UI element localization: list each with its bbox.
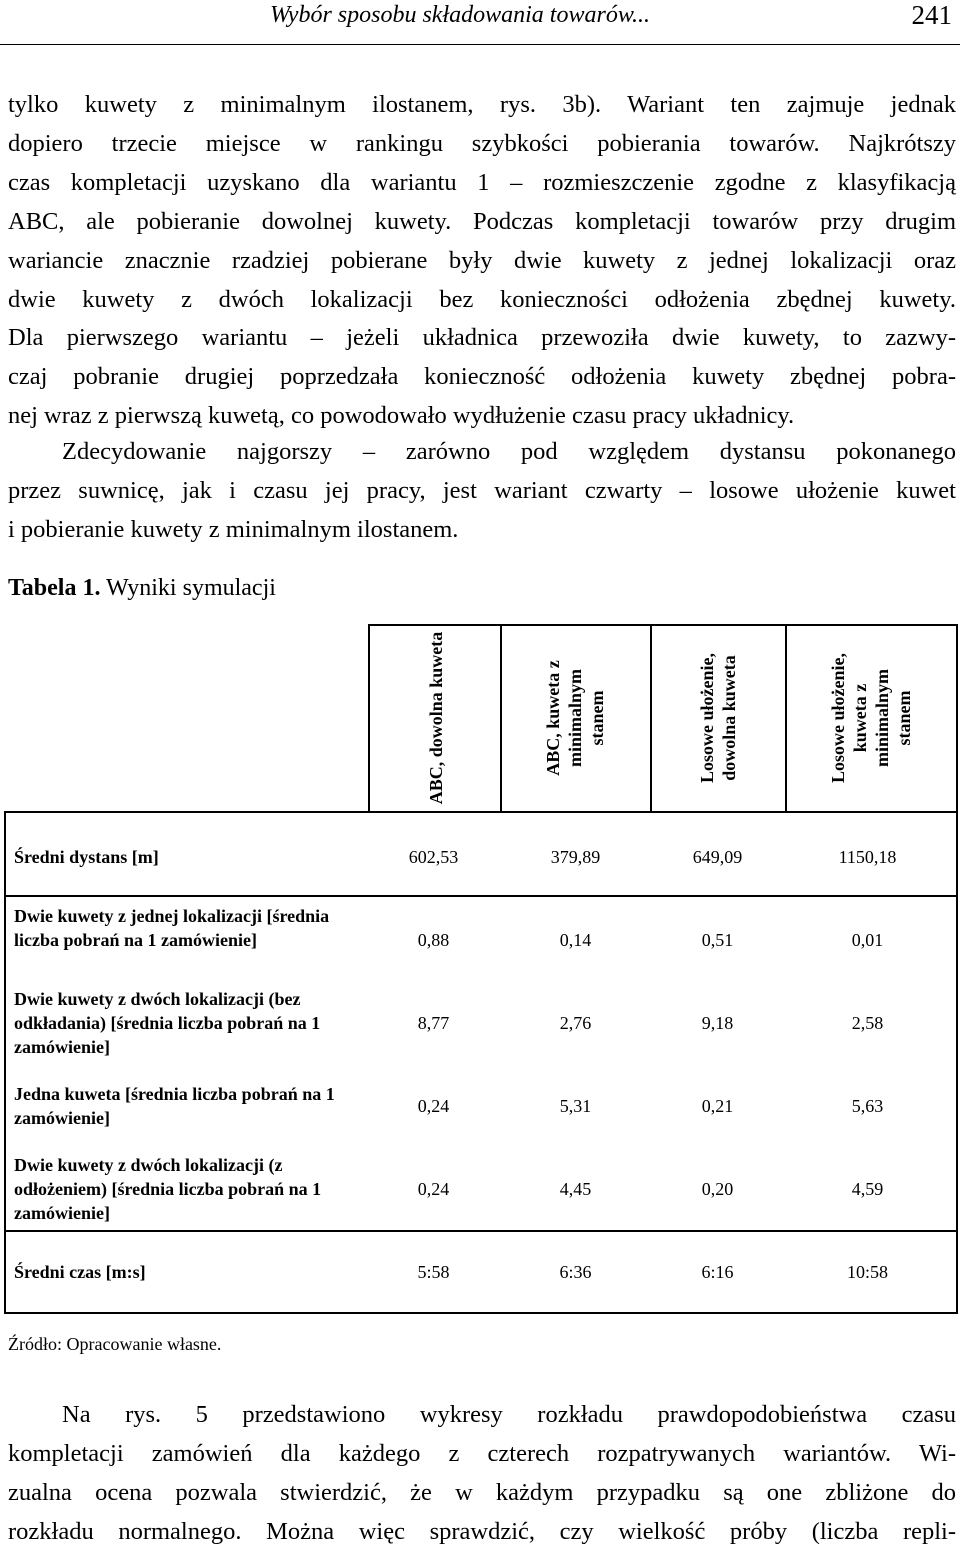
text-line: czas kompletacji uzyskano dla wariantu 1 – rozmieszczenie zgodne z klasyfikacją xyxy=(8,168,956,196)
table-cell: 6:36 xyxy=(559,1262,592,1282)
paragraph-3 xyxy=(8,1396,956,1552)
table-cell: 0,21 xyxy=(701,1096,734,1116)
column-header xyxy=(500,625,650,810)
table-source: Źródło: Opracowanie własne. xyxy=(8,1334,222,1354)
table-cell: 1150,18 xyxy=(838,847,897,867)
column-header xyxy=(650,625,785,810)
table-caption-label: Tabela 1. xyxy=(8,575,101,601)
table-cell: 8,77 xyxy=(417,1013,450,1033)
column-header-label: ABC, dowolna kuweta xyxy=(425,631,446,804)
column-header xyxy=(785,625,956,810)
row-label: Jedna kuweta [średnia liczba pobrań na 1 zamówienie] xyxy=(14,1084,335,1128)
table-cell: 0,20 xyxy=(701,1179,734,1199)
row-label: Średni czas [m:s] xyxy=(14,1262,146,1282)
table-cell: 649,09 xyxy=(692,847,743,867)
table-rule xyxy=(4,811,957,813)
text-line: dopiero trzecie miejsce w rankingu szybkości pobierania towarów. Najkrótszy xyxy=(8,129,956,157)
table-rule xyxy=(4,811,6,1314)
row-label: Dwie kuwety z jednej lokalizacji [średnia liczba pobrań na 1 zamówienie] xyxy=(14,906,330,950)
table-cell: 10:58 xyxy=(846,1262,888,1282)
table-rule xyxy=(368,624,957,626)
text-line: ABC, ale pobieranie dowolnej kuwety. Podczas kompletacji towarów przy drugim xyxy=(8,207,956,235)
paragraph-1 xyxy=(8,86,956,436)
table-cell: 5,63 xyxy=(851,1096,884,1116)
table-cell: 0,88 xyxy=(417,930,450,950)
table-cell: 5,31 xyxy=(559,1096,592,1116)
text-line: Na rys. 5 przedstawiono wykresy rozkładu prawdopodobieństwa czasu xyxy=(62,1401,956,1428)
text-line: i pobieranie kuwety z minimalnym ilostanem. xyxy=(8,515,459,543)
table-rule xyxy=(785,624,787,812)
text-line: czaj pobranie drugiej poprzedzała konieczność odłożenia kuwety zbędnej pobra- xyxy=(8,363,956,391)
table-cell: 0,24 xyxy=(417,1096,450,1116)
table-cell: 0,51 xyxy=(701,930,734,950)
table-cell: 379,89 xyxy=(550,847,601,867)
table-cell: 0,14 xyxy=(559,930,592,950)
table-cell: 0,01 xyxy=(851,930,884,950)
table-cell: 5:58 xyxy=(417,1262,450,1282)
table-cell: 0,24 xyxy=(417,1179,450,1199)
table-rule xyxy=(4,1230,957,1232)
text-line: przez suwnicę, jak i czasu jej pracy, jest wariant czwarty – losowe ułożenie kuwet xyxy=(8,476,956,504)
table-rule xyxy=(4,1312,957,1314)
table-cell: 6:16 xyxy=(701,1262,734,1282)
row-label: Dwie kuwety z dwóch lokalizacji (bez odkładania) [średnia liczba pobrań na 1 zamówienie] xyxy=(14,989,321,1057)
table-cell: 4,59 xyxy=(851,1179,884,1199)
table-cell: 9,18 xyxy=(701,1013,734,1033)
column-header-label: ABC, kuweta z minimalnym stanem xyxy=(543,659,607,776)
paragraph-2 xyxy=(8,433,956,550)
row-label: Średni dystans [m] xyxy=(14,847,159,867)
text-line: rozkładu normalnego. Można więc sprawdzić, czy wielkość próby (liczba repli- xyxy=(8,1517,956,1545)
table-rule xyxy=(368,624,370,812)
table-caption-text: Wyniki symulacji xyxy=(100,575,276,601)
table-cell: 2,76 xyxy=(559,1013,592,1033)
table-cell: 2,58 xyxy=(851,1013,884,1033)
running-header xyxy=(0,0,960,45)
text-line: kompletacji zamówień dla każdego z czterech rozpatrywanych wariantów. Wi- xyxy=(8,1439,956,1467)
text-line: wariancie znacznie rzadziej pobierane były dwie kuwety z jednej lokalizacji oraz xyxy=(8,246,956,274)
table-rule xyxy=(500,624,502,812)
text-line: Dla pierwszego wariantu – jeżeli układnica przewoziła dwie kuwety, to zazwy- xyxy=(8,324,956,352)
column-header-label: Losowe ułożenie, kuweta z minimalnym stanem xyxy=(827,652,914,783)
text-line: dwie kuwety z dwóch lokalizacji bez konieczności odłożenia zbędnej kuwety. xyxy=(8,285,956,313)
table-rule xyxy=(650,624,652,812)
column-header-label: Losowe ułożenie, dowolna kuweta xyxy=(696,652,739,783)
text-line: zualna ocena pozwala stwierdzić, że w każdym przypadku są one zbliżone do xyxy=(8,1478,956,1506)
column-header xyxy=(368,625,503,810)
page-number: 241 xyxy=(911,0,952,30)
text-line: nej wraz z pierwszą kuwetą, co powodowało wydłużenie czasu pracy układnicy. xyxy=(8,402,795,430)
table-caption xyxy=(8,575,276,602)
text-line: Zdecydowanie najgorszy – zarówno pod względem dystansu pokonanego xyxy=(62,438,956,465)
text-line: tylko kuwety z minimalnym ilostanem, rys. 3b). Wariant ten zajmuje jednak xyxy=(8,91,956,118)
row-label: Dwie kuwety z dwóch lokalizacji (z odłożeniem) [średnia liczba pobrań na 1 zamówienie] xyxy=(14,1155,322,1223)
table-rule xyxy=(956,624,958,1314)
table-cell: 602,53 xyxy=(408,847,459,867)
table-cell: 4,45 xyxy=(559,1179,592,1199)
table-rule xyxy=(4,895,957,897)
running-title: Wybór sposobu składowania towarów... xyxy=(270,2,651,28)
